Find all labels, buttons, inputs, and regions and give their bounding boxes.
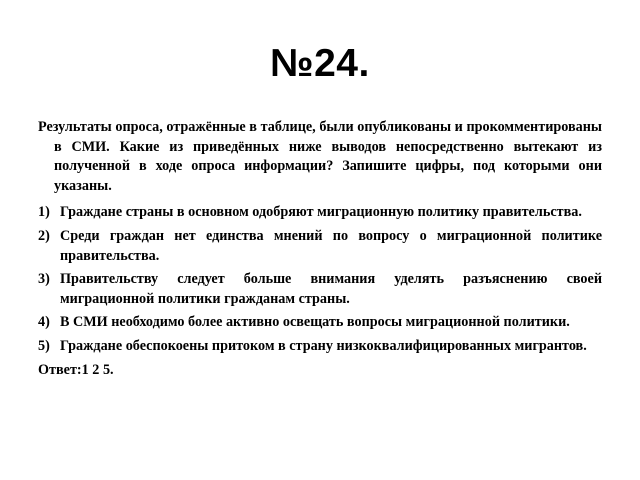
slide-title: №24. <box>270 42 370 85</box>
option-number: 2) <box>38 227 50 244</box>
question-text: Результаты опроса, отражённые в таблице, были опубликованы и прокомментированы в СМИ. Какие из приведённых ниже выводов непосредственно вытекают из полученной в ходе опроса информации? Запишите цифры, под которыми они указаны. <box>38 119 602 194</box>
option-item-3 <box>38 270 602 309</box>
option-text: Правительству следует больше внимания уделять разъяснению своей миграционной политики гражданам страны. <box>60 271 602 307</box>
option-item-4 <box>38 313 602 333</box>
option-item-5 <box>38 337 602 357</box>
option-item-2 <box>38 227 602 266</box>
options-list <box>38 203 602 356</box>
option-text: Граждане страны в основном одобряют миграционную политику правительства. <box>60 204 582 221</box>
answer-text: Ответ:1 2 5. <box>38 361 114 378</box>
option-text: Среди граждан нет единства мнений по вопросу о миграционной политике правительства. <box>60 227 602 264</box>
option-item-1 <box>38 203 602 223</box>
option-number: 4) <box>38 314 50 331</box>
option-number: 3) <box>38 271 50 288</box>
option-number: 1) <box>38 204 50 221</box>
task-content <box>38 118 602 380</box>
option-text: В СМИ необходимо более активно освещать вопросы миграционной политики. <box>60 314 570 331</box>
option-text: Граждане обеспокоены притоком в страну низкоквалифицированных мигрантов. <box>60 337 587 354</box>
option-number: 5) <box>38 337 50 354</box>
